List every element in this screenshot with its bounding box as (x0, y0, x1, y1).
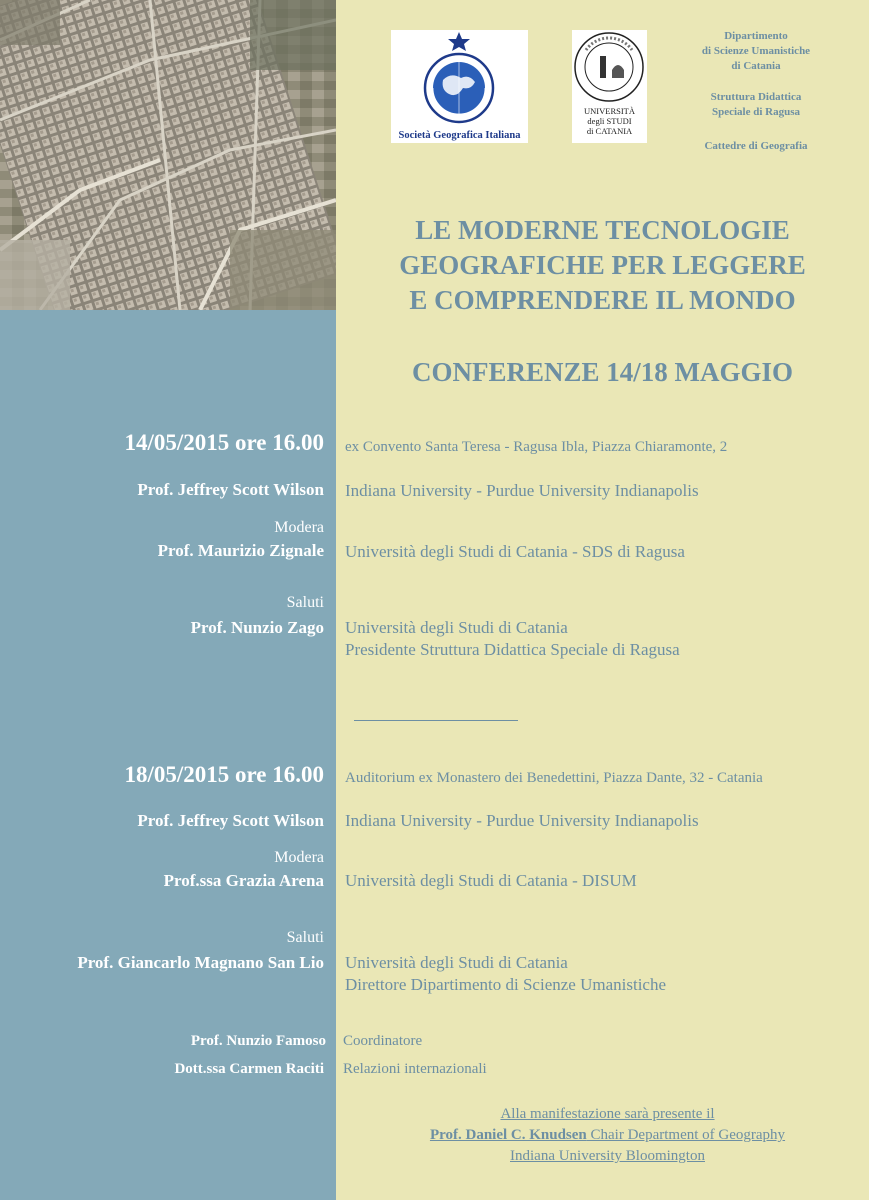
event1-speaker: Prof. Jeffrey Scott Wilson (137, 480, 324, 499)
event2-greeter: Prof. Giancarlo Magnano San Lio (77, 953, 324, 972)
event2-moderator-label: Modera (274, 849, 324, 866)
event2-speaker: Prof. Jeffrey Scott Wilson (137, 811, 324, 830)
footer-note (360, 1104, 855, 1167)
event1-greetings-label: Saluti (286, 594, 324, 611)
title-line: E COMPRENDERE IL MONDO (409, 285, 796, 315)
aerial-city-photo (0, 0, 336, 310)
event1-greeter-inst1: Università degli Studi di Catania (345, 618, 568, 637)
event2-moderator-inst: Università degli Studi di Catania - DISUM (345, 871, 637, 890)
footer-line: Indiana University Bloomington (510, 1148, 705, 1164)
dept-block-2 (676, 90, 836, 120)
event2-greeter-inst2: Direttore Dipartimento di Scienze Umanistiche (345, 975, 667, 994)
dept-line: Speciale di Ragusa (711, 106, 800, 118)
event2-speaker-inst: Indiana University - Purdue University Indianapolis (345, 811, 699, 830)
event2-greetings-label: Saluti (286, 929, 324, 946)
footer-guest: Prof. Daniel C. Knudsen (429, 1127, 587, 1143)
event2-location: Auditorium ex Monastero dei Benedettini, Piazza Dante, 32 - Catania (345, 770, 763, 786)
event1-location: ex Convento Santa Teresa - Ragusa Ibla, Piazza Chiaramonte, 2 (345, 439, 728, 455)
event2-moderator: Prof.ssa Grazia Arena (163, 871, 324, 890)
dept-block-1 (676, 29, 836, 74)
dept-line: di Catania (731, 60, 781, 72)
unict-caption-line: UNIVERSITÀ (584, 106, 635, 116)
event1-moderator-label: Modera (274, 519, 324, 536)
event1-greeter: Prof. Nunzio Zago (190, 618, 324, 637)
title-line: GEOGRAFICHE PER LEGGERE (399, 250, 806, 280)
dept-line: Cattedre di Geografia (704, 140, 808, 152)
event1-moderator-inst: Università degli Studi di Catania - SDS di Ragusa (345, 542, 685, 561)
unict-logo (572, 30, 647, 143)
footer-line (360, 1125, 855, 1146)
event2-greeter-inst1: Università degli Studi di Catania (345, 953, 568, 972)
event2-date: 18/05/2015 ore 16.00 (124, 762, 324, 787)
event1-speaker-inst: Indiana University - Purdue University Indianapolis (345, 481, 699, 500)
university-seal-icon (572, 30, 647, 105)
unict-caption-line: di CATANIA (586, 126, 633, 136)
event1-moderator: Prof. Maurizio Zignale (157, 541, 324, 560)
event1-date: 14/05/2015 ore 16.00 (124, 430, 324, 455)
page-subtitle: CONFERENZE 14/18 MAGGIO (411, 357, 794, 387)
section-divider (354, 720, 518, 721)
title-line: LE MODERNE TECNOLOGIE (415, 215, 790, 245)
sgi-caption: Società Geografica Italiana (398, 130, 521, 141)
dept-block-3 (676, 139, 836, 154)
unict-caption-line: degli STUDI (587, 116, 632, 126)
organizer-name: Dott.ssa Carmen Raciti (174, 1061, 324, 1077)
organizer-role: Coordinatore (343, 1033, 423, 1049)
footer-line: Alla manifestazione sarà presente il (500, 1106, 715, 1122)
sgi-logo (391, 30, 528, 143)
dept-line: Dipartimento (724, 30, 788, 42)
globe-emblem-icon (391, 30, 528, 128)
page-title (336, 213, 869, 318)
organizer-name: Prof. Nunzio Famoso (190, 1033, 326, 1049)
organizer-role: Relazioni internazionali (343, 1061, 487, 1077)
right-panel (336, 0, 869, 1200)
dept-line: Struttura Didattica (710, 91, 802, 103)
unict-caption (572, 106, 647, 136)
event1-greeter-inst2: Presidente Struttura Didattica Speciale di Ragusa (345, 640, 680, 659)
footer-guest-role: Chair Department of Geography (586, 1127, 786, 1143)
dept-line: di Scienze Umanistiche (701, 45, 811, 57)
